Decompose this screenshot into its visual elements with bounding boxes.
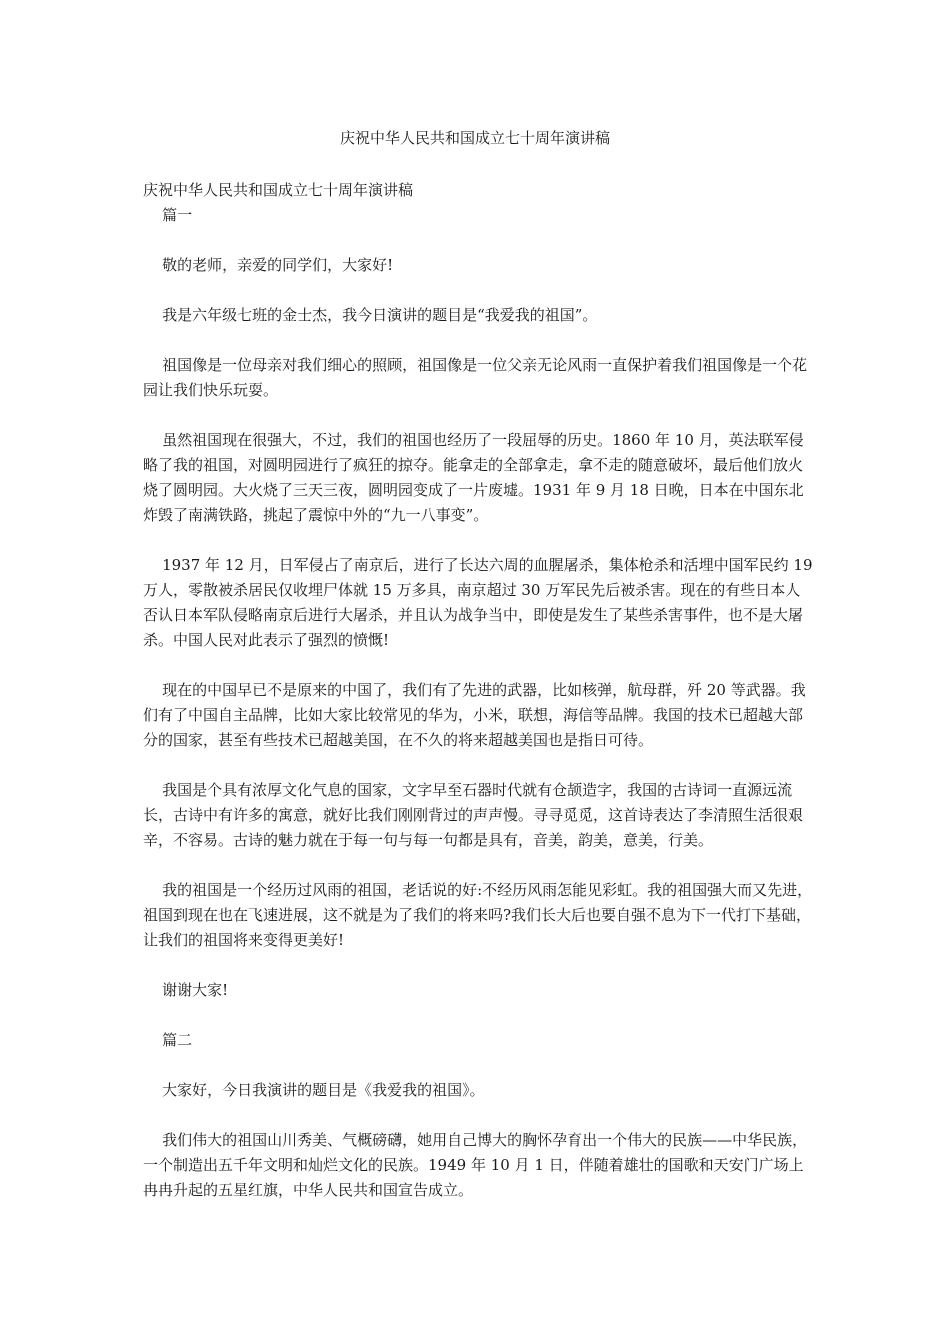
document-title: 庆祝中华人民共和国成立七十周年演讲稿 [339,129,610,147]
paragraph: 我是六年级七班的金士杰，我今日演讲的题目是“我爱我的祖国”。 [162,306,598,324]
section-label-two: 篇二 [162,1031,193,1049]
paragraph: 敬的老师，亲爱的同学们，大家好! [162,256,394,274]
paragraph: 谢谢大家! [162,981,229,999]
section-label-one: 篇一 [162,206,193,224]
paragraph: 1937 年 12 月，日军侵占了南京后，进行了长达六周的血腥屠杀，集体枪杀和活埋中国军民约 19 万人，零散被杀居民仅收埋尸体就 15 万多具，南京超过 30 万军民先后被杀害。现在的有些日本人否认日本军队侵略南京后进行大屠杀，并且认为战争当中，即使是发生了某些杀害事件，也不是大屠杀。中国人民对此表示了强烈的愤慨! [143,556,813,649]
document-subtitle: 庆祝中华人民共和国成立七十周年演讲稿 [143,181,414,199]
paragraph: 我国是个具有浓厚文化气息的国家，文字早至石器时代就有仓颉造字，我国的古诗词一直源远流长，古诗中有许多的寓意，就好比我们刚刚背过的声声慢。寻寻觅觅，这首诗表达了李清照生活很艰辛，不容易。古诗的魅力就在于每一句与每一句都是具有，音美，韵美，意美，行美。 [143,781,804,849]
paragraph: 祖国像是一位母亲对我们细心的照顾，祖国像是一位父亲无论风雨一直保护着我们祖国像是一个花园让我们快乐玩耍。 [143,356,808,399]
paragraph: 现在的中国早已不是原来的中国了，我们有了先进的武器，比如核弹，航母群，歼 20 等武器。我们有了中国自主品牌，比如大家比较常见的华为，小米，联想，海信等品牌。我国的技术已超越大部分的国家，甚至有些技术已超越美国，在不久的将来超越美国也是指日可待。 [143,681,806,749]
document-body [143,178,813,1203]
paragraph: 我的祖国是一个经历过风雨的祖国，老话说的好:不经历风雨怎能见彩虹。我的祖国强大而又先进，祖国到现在也在飞速进展，这不就是为了我们的将来吗?我们长大后也要自强不息为下一代打下基础，让我们的祖国将来变得更美好! [143,881,813,949]
paragraph: 虽然祖国现在很强大，不过，我们的祖国也经历了一段屈辱的历史。1860 年 10 月，英法联军侵略了我的祖国，对圆明园进行了疯狂的掠夺。能拿走的全部拿走，拿不走的随意破坏，最后他们放火烧了圆明园。大火烧了三天三夜，圆明园变成了一片废墟。1931 年 9 月 18 日晚，日本在中国东北炸毁了南满铁路，挑起了震惊中外的“九一八事变”。 [143,431,804,524]
paragraph: 我们伟大的祖国山川秀美、气概磅礴，她用自己博大的胸怀孕育出一个伟大的民族——中华民族，一个制造出五千年文明和灿烂文化的民族。1949 年 10 月 1 日，伴随着雄壮的国歌和天安门广场上冉冉升起的五星红旗，中华人民共和国宣告成立。 [143,1131,808,1199]
paragraph: 大家好，今日我演讲的题目是《我爱我的祖国》。 [162,1081,485,1099]
